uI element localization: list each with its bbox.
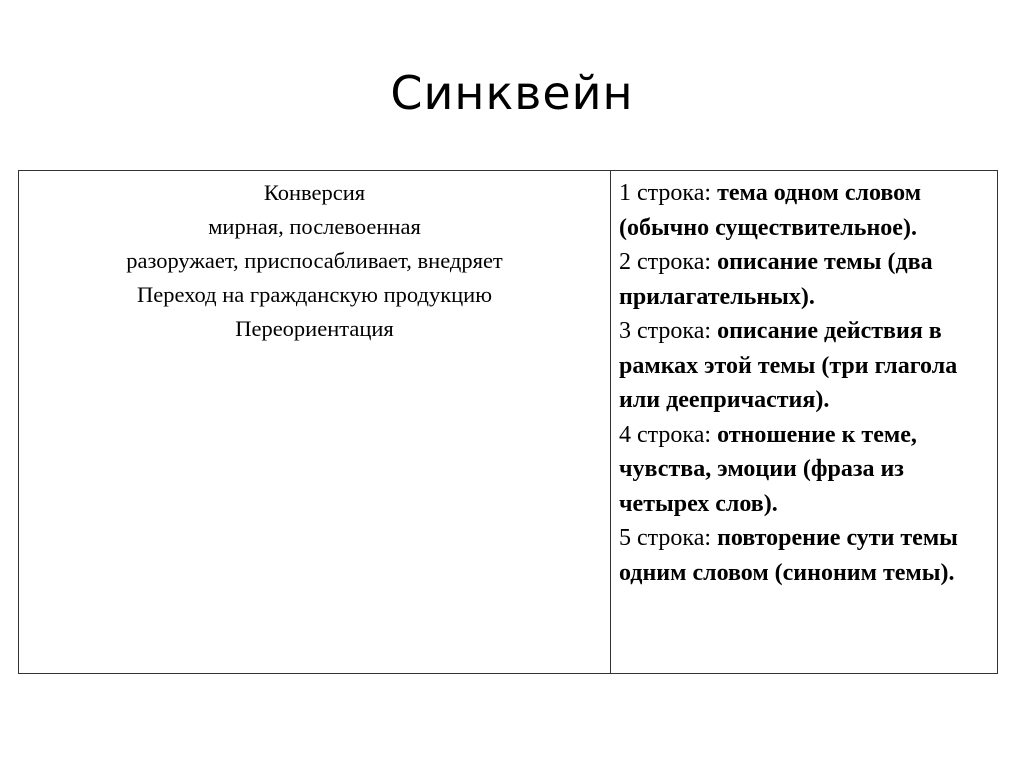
rule-item-1 bbox=[619, 176, 989, 245]
rule-prefix: 1 строка: bbox=[619, 180, 718, 206]
example-line-2: мирная, послевоенная bbox=[208, 214, 421, 239]
rule-text: описание действия в рамках этой темы (три глагола или деепричастия). bbox=[619, 318, 958, 413]
rule-item-5 bbox=[619, 521, 989, 590]
rule-prefix: 2 строка: bbox=[619, 249, 718, 275]
rule-item-4 bbox=[619, 418, 989, 522]
example-line-1: Конверсия bbox=[263, 180, 366, 205]
rule-text: описание темы (два прилагательных). bbox=[619, 249, 933, 310]
example-line-4: Переход на гражданскую продукцию bbox=[136, 282, 493, 307]
syncwine-table bbox=[18, 170, 998, 674]
rule-text: тема одном словом (обычно существительное). bbox=[619, 180, 922, 241]
example-line-3: разоружает, приспосабливает, внедряет bbox=[126, 248, 503, 273]
rule-prefix: 4 строка: bbox=[619, 421, 718, 448]
example-line-5: Переориентация bbox=[235, 316, 394, 341]
slide-title: Синквейн bbox=[390, 66, 634, 120]
rule-text: повторение сути темы одним словом (синоним темы). bbox=[619, 525, 958, 586]
rules-cell bbox=[611, 171, 997, 673]
example-cell bbox=[19, 171, 611, 673]
rule-item-2 bbox=[619, 245, 989, 314]
rule-prefix: 3 строка: bbox=[619, 318, 718, 344]
rule-item-3 bbox=[619, 314, 989, 418]
rule-prefix: 5 строка: bbox=[619, 525, 718, 551]
rule-text: отношение к теме, чувства, эмоции (фраза из четырех слов). bbox=[619, 421, 917, 517]
